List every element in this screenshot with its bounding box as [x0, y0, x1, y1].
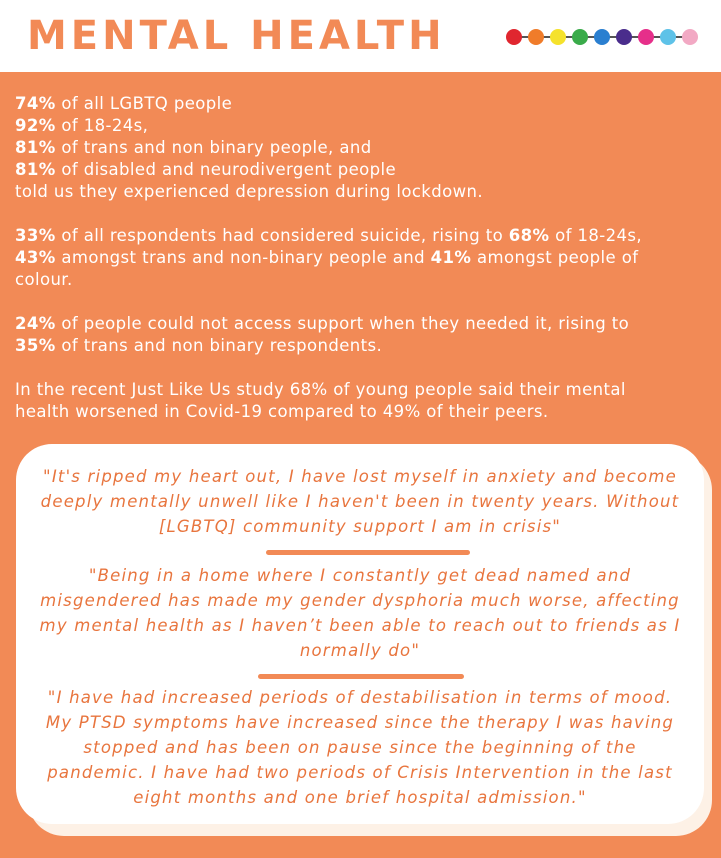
quote-line: "I have had increased periods of destabilisation in terms of mood. [47, 688, 673, 707]
support-stats [15, 313, 715, 357]
stat-text: amongst people of [471, 248, 639, 267]
quote-line: eight months and one brief hospital admission." [133, 788, 587, 807]
stat-line [15, 93, 715, 115]
quote-line: "It's ripped my heart out, I have lost myself in anxiety and become [43, 467, 677, 486]
quote-1 [16, 464, 704, 539]
quote-line: normally do" [299, 641, 421, 660]
study-stats [15, 379, 715, 423]
stat-text: of 18-24s, [55, 116, 149, 135]
stat-figure: 35% [15, 336, 56, 355]
rainbow-dots-icon [506, 28, 702, 46]
dot-blue-icon [594, 29, 610, 45]
dot-green-icon [572, 29, 588, 45]
dot-orange-icon [528, 29, 544, 45]
stat-figure: 24% [15, 314, 56, 333]
stat-text: of disabled and neurodivergent people [55, 160, 397, 179]
quote-line: stopped and has been on pause since the beginning of the [83, 738, 637, 757]
quote-2 [16, 563, 704, 663]
stat-line: In the recent Just Like Us study 68% of young people said their mental [15, 380, 626, 399]
stat-text: of all respondents had considered suicide, rising to [55, 226, 509, 245]
dot-red-icon [506, 29, 522, 45]
quote-3 [16, 685, 704, 810]
stat-text: of 18-24s, [549, 226, 643, 245]
stat-figure: 81% [15, 160, 56, 179]
stat-text: of all LGBTQ people [55, 94, 233, 113]
dot-yellow-icon [550, 29, 566, 45]
stat-figure: 33% [15, 226, 56, 245]
quote-line: deeply mentally unwell like I haven't been in twenty years. Without [40, 492, 680, 511]
quote-line: misgendered has made my gender dysphoria much worse, affecting [40, 591, 680, 610]
page-title: MENTAL HEALTH [27, 13, 446, 59]
stat-figure: 68% [508, 226, 550, 245]
stat-line [15, 115, 715, 137]
stat-line: health worsened in Covid-19 compared to 49% of their peers. [15, 402, 549, 421]
stat-figure: 92% [15, 116, 56, 135]
dot-light-pink-icon [682, 29, 698, 45]
quote-line: my mental health as I haven’t been able to reach out to friends as I [39, 616, 681, 635]
quote-line: pandemic. I have had two periods of Crisis Intervention in the last [47, 763, 673, 782]
stat-line [15, 313, 715, 335]
stat-text: amongst trans and non-binary people and [55, 248, 431, 267]
quote-divider [266, 550, 470, 555]
stat-text: of people could not access support when they needed it, rising to [55, 314, 630, 333]
stat-figure: 41% [430, 248, 472, 267]
quote-line: [LGBTQ] community support I am in crisis" [158, 517, 562, 536]
dot-purple-icon [616, 29, 632, 45]
suicide-stats [15, 225, 715, 291]
depression-stats [15, 93, 715, 203]
stat-line [15, 247, 715, 269]
stat-text: of trans and non binary people, and [55, 138, 372, 157]
stat-figure: 81% [15, 138, 56, 157]
quote-line: My PTSD symptoms have increased since the therapy I was having [45, 713, 675, 732]
dot-light-blue-icon [660, 29, 676, 45]
stat-figure: 74% [15, 94, 56, 113]
stat-text: of trans and non binary respondents. [55, 336, 383, 355]
quote-card [16, 444, 704, 824]
stat-closing: told us they experienced depression during lockdown. [15, 182, 484, 201]
dot-pink-icon [638, 29, 654, 45]
stat-line [15, 225, 715, 247]
stat-line [15, 159, 715, 181]
statistics-section [15, 93, 715, 445]
stat-line [15, 335, 715, 357]
stat-line: colour. [15, 270, 73, 289]
stat-line [15, 137, 715, 159]
header-banner [0, 0, 721, 72]
quote-line: "Being in a home where I constantly get dead named and [88, 566, 632, 585]
quote-divider [258, 674, 464, 679]
stat-figure: 43% [15, 248, 56, 267]
